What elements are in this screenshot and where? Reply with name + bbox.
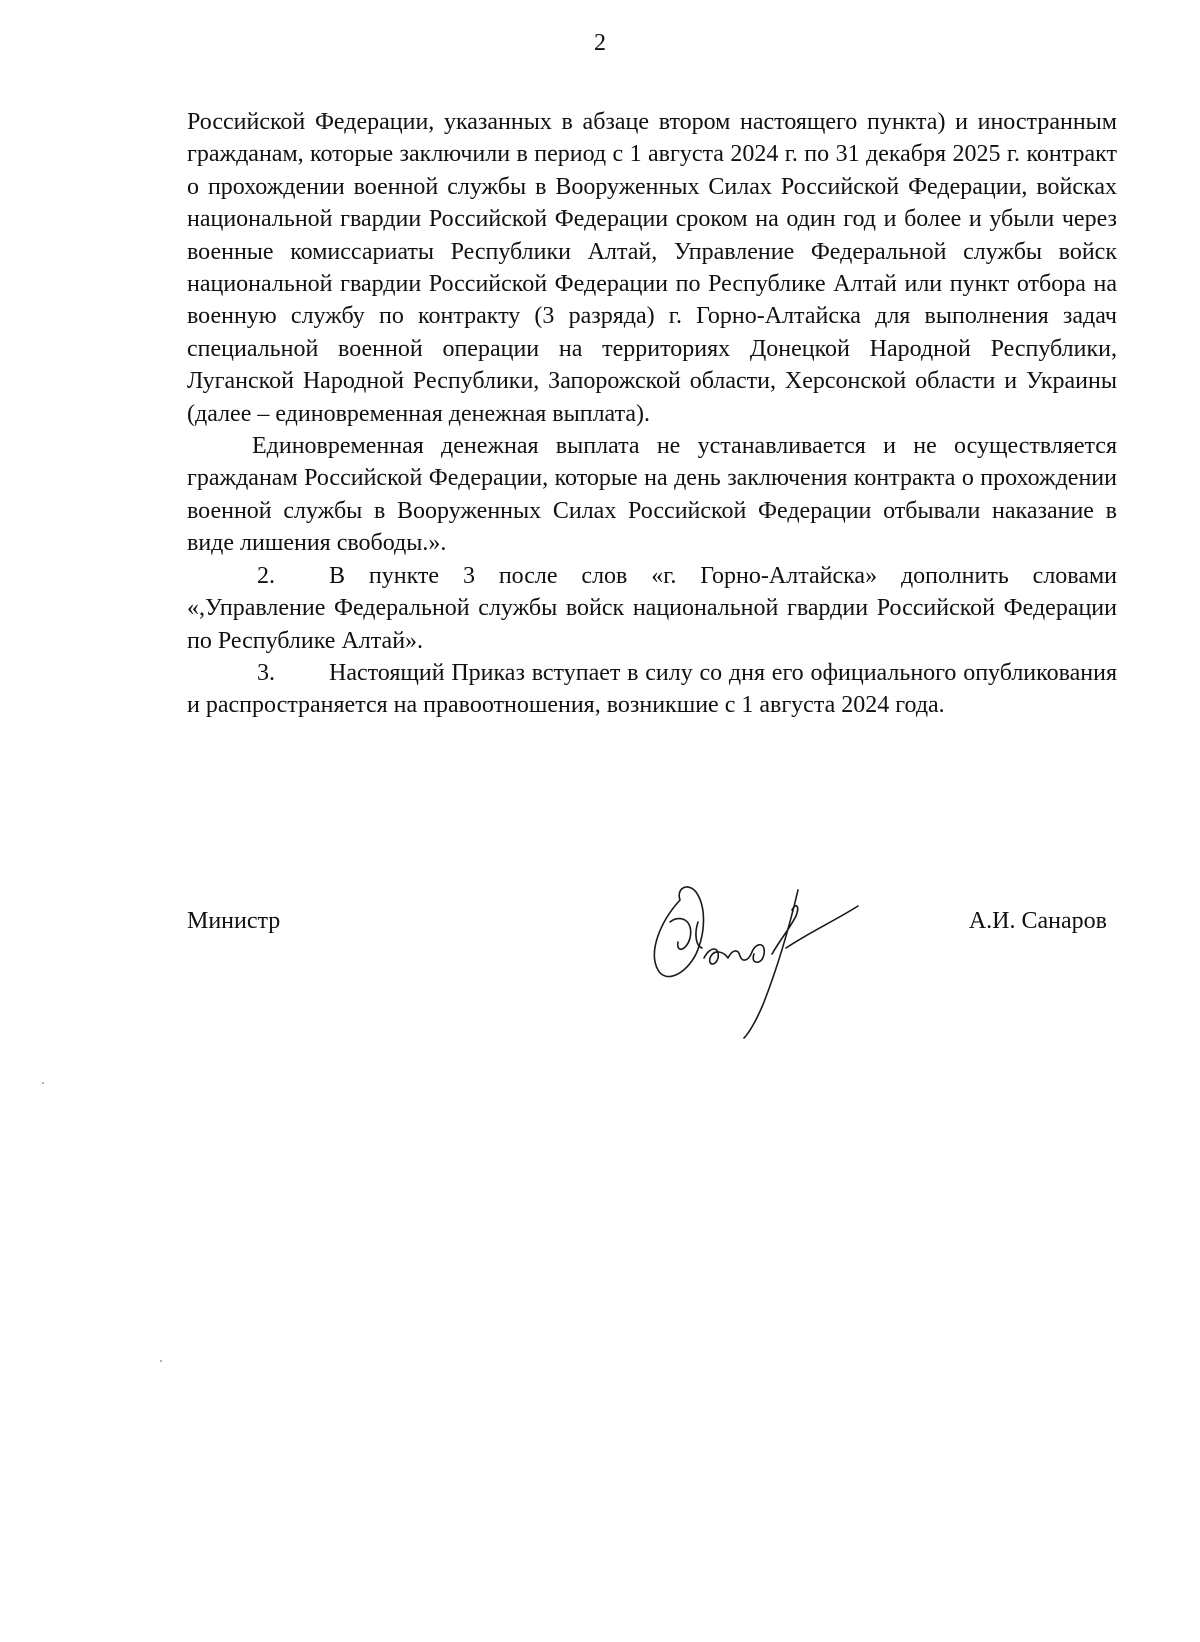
scan-speck [42,1082,44,1084]
item-text: В пункте 3 после слов «г. Горно-Алтайска» дополнить словами «,Управление Федеральной службы войск национальной гвардии Российской Федерации по Республике Алтай». [187,562,1117,654]
item-number: 3. [257,659,275,686]
paragraph-exception: Единовременная денежная выплата не устанавливается и не осуществляется гражданам Российской Федерации, которые на день заключения контракта о прохождении военной службы в Вооруженных Силах Российской Федерации отбывали наказание в виде лишения свободы.». [187,433,1117,557]
signatory-position: Министр [187,908,281,934]
item-number: 2. [257,562,275,589]
page-number: 2 [594,30,606,56]
document-body [187,106,1117,722]
scan-speck [160,1360,162,1362]
signatory-name: А.И. Санаров [968,908,1107,934]
item-text: Настоящий Приказ вступает в силу со дня его официального опубликования и распространяется на правоотношения, возникшие с 1 августа 2024 года. [187,659,1117,719]
numbered-item-2 [187,560,1117,657]
handwritten-signature [640,862,900,1042]
paragraph-continuation: Российской Федерации, указанных в абзаце втором настоящего пункта) и иностранным гражданам, которые заключили в период с 1 августа 2024 г. по 31 декабря 2025 г. контракт о прохождении военной службы в Вооруженных Силах Российской Федерации, войсках национальной гвардии Российской Федерации сроком на один год и более и убыли через военные комиссариаты Республики Алтай, Управление Федеральной службы войск национальной гвардии Российской Федерации по Республике Алтай или пункт отбора на военную службу по контракту (3 разряда) г. Горно-Алтайска для выполнения задач специальной военной операции на территориях Донецкой Народной Республики, Луганской Народной Республики, Запорожской области, Херсонской области и Украины (далее – единовременная денежная выплата). [187,109,1117,427]
numbered-item-3 [187,657,1117,722]
